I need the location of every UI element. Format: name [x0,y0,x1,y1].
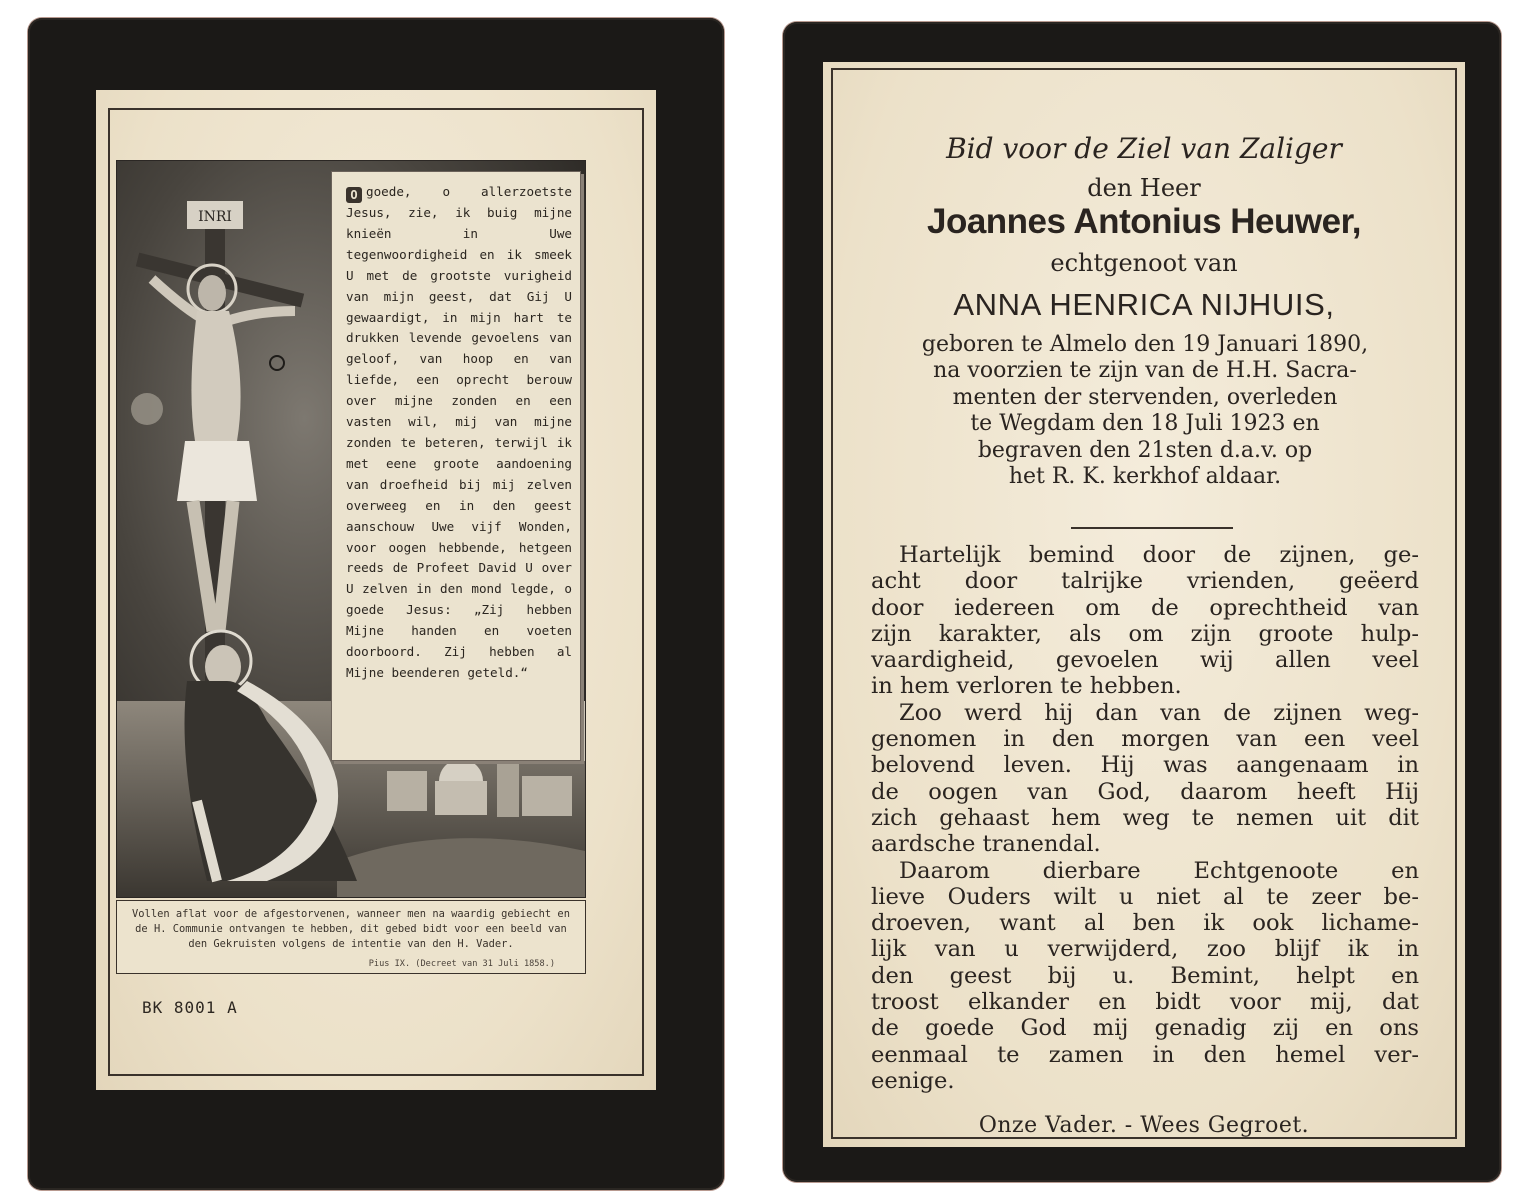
bio-line: het R. K. kerkhof aldaar. [1008,464,1282,490]
divider [1071,527,1233,529]
heading: Bid voor de Ziel van Zaliger [946,132,1342,165]
eulogy-line: de goede God mij genadig zij en ons [871,1015,1419,1042]
deceased-name: Joannes Antonius Heuwer, [926,202,1361,241]
prayer-dropcap: O [346,187,362,203]
eulogy-line: Zoo werd hij dan van de zijnen weg- [899,699,1419,726]
prayer-text: goede, o allerzoetste Jesus, zie, ik buig mijne knieën in Uwe tegenwoordigheid en ik smeek U met de grootste vurigheid van mijn geest, dat Gij U gewaardigt, in mijn hart te drukken levende gevoelens van geloof, van hoop en van liefde, een oprecht berouw over mijne zonden en een vasten wil, mij van mijne zonden te beteren, terwijl ik met eene groote aandoening van droefheid bij mij zelven overweeg en in den geest aanschouw Uwe vijf Wonden, voor oogen hebbende, hetgeen reeds de Profeet David U over U zelven in den mond legde, o goede Jesus: „Zij hebben Mijne handen en voeten doorboord. Zij hebben al Mijne beenderen geteld.“ [346,184,572,680]
bio-line: begraven den 21sten d.a.v. op [977,437,1313,463]
eulogy-line: den geest bij u. Bemint, helpt en [871,962,1419,989]
eulogy-line: Hartelijk bemind door de zijnen, ge- [899,542,1419,568]
eulogy-line: aardsche tranendal. [871,831,1101,858]
memorial-card-back [783,22,1501,1182]
bio-line: geboren te Almelo den 19 Januari 1890, [921,332,1369,357]
bio-line: menten der stervenden, overleden [952,384,1338,410]
eulogy-line: Daarom dierbare Echtgenoote en [899,857,1419,884]
eulogy-line: eenige. [871,1067,955,1094]
card-paper [823,62,1465,1147]
spouse-label: echtgenoot van [1050,249,1238,277]
card-paper [96,90,656,1090]
eulogy-line: zich gehaast hem weg te nemen uit dit [871,804,1419,831]
closing-prayers: Onze Vader. - Wees Gegroet. [978,1113,1310,1138]
prayer-scroll [331,171,581,761]
card-code: BK 8001 A [142,998,238,1017]
eulogy-line: de oogen van God, daarom heeft Hij [871,778,1419,805]
eulogy-line: droeven, want al ben ik ook lichame- [871,910,1419,937]
prayer-card-front [28,18,724,1190]
eulogy-line: genomen in den morgen van een veel [871,726,1419,753]
eulogy-line: eenmaal te zamen in den hemel ver- [871,1041,1419,1068]
eulogy-line: zijn karakter, als om zijn groote hulp- [871,620,1419,647]
biography [855,332,1435,490]
title-line: den Heer [1087,174,1201,202]
eulogy-line: troost elkander en bidt voor mij, dat [871,989,1419,1016]
spouse-name: ANNA HENRICA NIJHUIS, [953,287,1335,322]
prayer-text-block [346,182,572,684]
eulogy-line: in hem verloren te hebben. [871,673,1182,700]
eulogy-line: belovend leven. Hij was aangenaam in [871,752,1419,779]
indulgence-note [116,900,586,974]
cross-inscription: INRI [198,209,232,225]
eulogy-line: lieve Ouders wilt u niet al te zeer be- [871,883,1419,910]
indulgence-text: Vollen aflat voor de afgestorvenen, wanneer men na waardig gebiecht en de H. Communie ontvangen te hebben, dit gebed bidt voor een beeld van den Gekruisten volgens de intentie van den H. Vader. [132,908,570,950]
eulogy-line: lijk van u verwijderd, zoo blijf ik in [871,936,1419,963]
indulgence-source: Pius IX. (Decreet van 31 Juli 1858.) [368,959,555,969]
bio-line: te Wegdam den 18 Juli 1923 en [970,411,1320,437]
crucifixion-illustration [116,160,586,898]
memorial-text [823,62,1465,1147]
eulogy [871,542,1419,1094]
eulogy-line: door iedereen om de oprechtheid van [871,594,1419,621]
eulogy-line: vaardigheid, gevoelen wij allen veel [871,647,1419,674]
bio-line: na voorzien te zijn van de H.H. Sacra- [933,358,1357,384]
eulogy-line: acht door talrijke vrienden, geëerd [871,568,1419,595]
